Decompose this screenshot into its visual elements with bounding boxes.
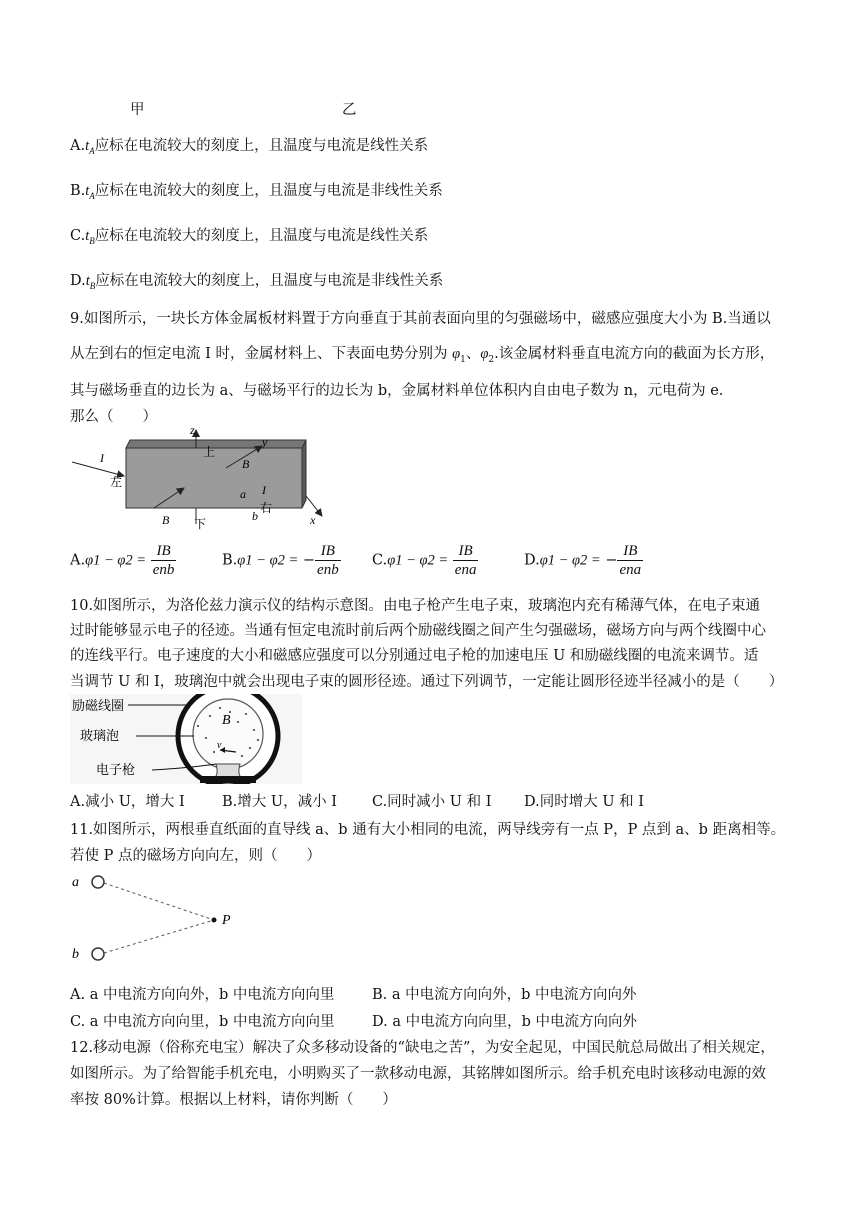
q9-line-1: 9.如图所示，一块长方体金属板材料置于方向垂直于其前表面向里的匀强磁场中，磁感应强度大小为 B.当通以 [70,311,771,327]
plate-side [302,440,306,508]
q11-option-b[interactable]: B. a 中电流方向向外，b 中电流方向向外 [372,987,637,1003]
q9-line-3: 其与磁场垂直的边长为 a、与磁场平行的边长为 b，金属材料单位体积内自由电子数为 n，元电荷为 e. [70,383,724,399]
q11-option-d[interactable]: D. a 中电流方向向里，b 中电流方向向外 [372,1014,637,1030]
dash-b-p [104,920,214,953]
label-b-edge: b [252,509,258,523]
q10-line-2: 过时能够显示电子的径迹。当通有恒定电流时前后两个励磁线圈之间产生匀强磁场，磁场方向与两个线圈中心 [70,623,766,639]
label-i-left: I [100,451,104,465]
label-a: a [240,487,246,501]
label-top: 上 [203,445,216,459]
q11-line-2: 若使 P 点的磁场方向向左，则（ ） [70,848,321,864]
label-y: y [262,435,268,449]
q10-figure [70,694,302,784]
q8-option-c[interactable]: $C.t_B$应标在电流较大的刻度上，且温度与电流是线性关系 [70,228,429,246]
label-x: x [310,513,316,527]
q9-option-c[interactable]: C.φ1 − φ2 = $\frac{IB}{\text{ena}}$ [372,543,477,578]
label-i-right: I [262,483,266,497]
q9-figure [66,424,326,536]
wire-b [92,948,104,960]
wire-a [92,876,104,888]
q10-option-a[interactable]: A.减小 U，增大 I [70,794,185,810]
q11-line-1: 11.如图所示，两根垂直纸面的直导线 a、b 通有大小相同的电流，两导线旁有一点 P，P 点到 a、b 距离相等。 [70,822,786,838]
q9-option-a[interactable]: A.φ1 − φ2 = $\frac{IB}{\text{enb}}$ [70,543,175,578]
label-a: a [72,875,79,890]
label-right: 右 [260,501,273,515]
label-bulb: 玻璃泡 [80,728,120,743]
q10-line-3: 的连线平行。电子速度的大小和磁感应强度可以分别通过电子枪的加速电压 U 和励磁线圈的电流来调节。适 [70,648,759,664]
q9-option-d[interactable]: D.φ1 − φ2 = − $\frac{IB}{\text{ena}}$ [524,543,642,578]
caption-jia: 甲 [130,102,145,118]
q10-option-d[interactable]: D.同时增大 U 和 I [524,794,644,810]
caption-yi: 乙 [342,102,357,118]
label-v: v [217,740,222,751]
q9-line-4: 那么（ ） [70,409,157,425]
phi-1: φ [452,346,461,362]
label-b-top: B [242,457,250,471]
q8-option-a[interactable]: $A.t_A$应标在电流较大的刻度上，且温度与电流是线性关系 [70,138,429,156]
q8-option-b[interactable]: $B.t_A$应标在电流较大的刻度上，且温度与电流是非线性关系 [70,183,443,201]
label-gun: 电子枪 [96,762,136,777]
label-b: B [222,713,231,728]
q8-option-d[interactable]: $D.t_B$应标在电流较大的刻度上，且温度与电流是非线性关系 [70,273,444,291]
current-arrow-left [72,462,124,476]
q9-line-2: 从左到右的恒定电流 I 时，金属材料上、下表面电势分别为 $\varphi_1$、$\varphi_2$.该金属材料垂直电流方向的截面为长方形， [70,346,775,365]
dash-a-p [104,883,214,920]
q12-line-1: 12.移动电源（俗称充电宝）解决了众多移动设备的“缺电之苦”，为安全起见，中国民航总局做出了相关规定， [70,1040,775,1056]
plate-top [126,440,306,448]
q12-line-2: 如图所示。为了给智能手机充电，小明购买了一款移动电源，其铭牌如图所示。给手机充电时该移动电源的效 [70,1066,766,1082]
q12-line-3: 率按 80%计算。根据以上材料，请你判断（ ） [70,1092,397,1108]
q9-option-b[interactable]: B.φ1 − φ2 = − $\frac{IB}{\text{enb}}$ [222,543,339,578]
q10-option-b[interactable]: B.增大 U，减小 I [222,794,337,810]
q10-line-1: 10.如图所示，为洛伦兹力演示仪的结构示意图。由电子枪产生电子束，玻璃泡内充有稀薄气体，在电子束通 [70,598,761,614]
phi-2: φ [480,346,489,362]
label-bottom: 下 [194,517,207,531]
q11-option-c[interactable]: C. a 中电流方向向里，b 中电流方向向里 [70,1014,335,1030]
q10-option-c[interactable]: C.同时减小 U 和 I [372,794,492,810]
label-b-bottom: B [162,513,170,527]
gun-base [200,776,256,783]
label-b: b [72,947,79,962]
label-coil: 励磁线圈 [72,698,125,713]
label-p: P [222,913,231,928]
point-p [212,918,217,923]
q11-figure [66,866,246,966]
label-z: z [190,424,195,437]
label-left: 左 [110,475,123,489]
bulb [193,699,263,769]
q10-line-4: 当调节 U 和 I，玻璃泡中就会出现电子束的圆形径迹。通过下列调节，一定能让圆形径迹半径减小的是（ ） [70,674,784,690]
q11-option-a[interactable]: A. a 中电流方向向外，b 中电流方向向里 [70,987,335,1003]
